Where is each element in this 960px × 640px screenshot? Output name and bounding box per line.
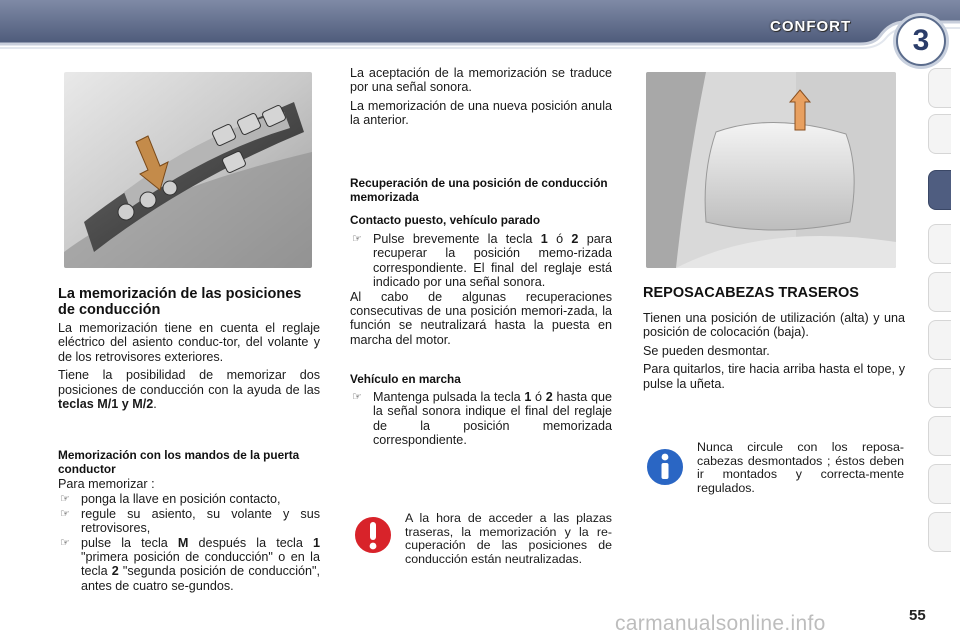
- text: "segunda posición de conducción", antes de cuatro se-gundos.: [81, 564, 320, 593]
- list-item: [350, 390, 612, 448]
- rear-headrest-photo: [646, 72, 896, 268]
- warning-exclamation-icon: [352, 514, 394, 556]
- text: "primera posición de conducción" o en la tecla: [81, 550, 320, 579]
- list-item: [58, 492, 320, 506]
- emphasis-text: 1: [524, 390, 532, 404]
- paragraph: Para memorizar :: [58, 477, 155, 491]
- text: Mantenga pulsada la tecla: [373, 390, 525, 404]
- paragraph: Al cabo de algunas recuperaciones consecutivas de una posición memori-zada, la función se neutralizará hasta la puesta en marcha del motor.: [350, 289, 612, 347]
- section-heading-headrests: REPOSACABEZAS TRASEROS: [643, 285, 859, 301]
- chapter-tab[interactable]: [928, 114, 951, 154]
- chapter-tabs: [928, 68, 960, 578]
- chapter-tab[interactable]: [928, 512, 951, 552]
- left-intro: [58, 321, 320, 415]
- sub-heading-door-controls: Memorización con los mandos de la puerta conductor: [58, 448, 300, 476]
- text: ponga la llave en posición contacto,: [81, 492, 281, 507]
- emphasis-text: teclas M/1 y M/2: [58, 397, 154, 412]
- right-text: [643, 311, 905, 395]
- paragraph: Para quitarlos, tire hacia arriba hasta el tope, y pulse la uñeta.: [643, 362, 905, 391]
- chapter-tab-active[interactable]: [928, 170, 951, 210]
- chapter-tab[interactable]: [928, 368, 951, 408]
- info-icon: [644, 446, 686, 488]
- hand-pointer-icon: ☞: [60, 493, 70, 506]
- text: ó: [531, 390, 546, 404]
- hand-pointer-icon: ☞: [352, 391, 362, 403]
- middle-intro: [350, 66, 612, 132]
- info-note: Nunca circule con los reposa-cabezas desmontados ; éstos deben ir montados y correcta-mente regulados.: [697, 440, 904, 495]
- paragraph: Tienen una posición de utilización (alta) y una posición de colocación (baja).: [643, 311, 905, 340]
- hand-pointer-icon: ☞: [60, 507, 70, 520]
- text: hasta que la señal sonora indique el final del reglaje de la posición memorizada correspondiente.: [373, 390, 612, 448]
- chapter-tab[interactable]: [928, 464, 951, 504]
- hand-pointer-icon: ☞: [352, 233, 362, 245]
- watermark: carmanualsonline.info: [615, 612, 826, 635]
- chapter-tab[interactable]: [928, 68, 951, 108]
- left-procedure: [58, 477, 320, 593]
- chapter-number-badge: 3: [896, 16, 946, 66]
- middle-procedure-1: [350, 232, 612, 351]
- list-item: [350, 232, 612, 290]
- paragraph: La aceptación de la memorización se traduce por una señal sonora.: [350, 66, 612, 95]
- emphasis-text: 2: [545, 390, 553, 404]
- middle-procedure-2: [350, 390, 612, 448]
- emphasis-text: 1: [540, 232, 548, 246]
- section-heading-recovery: Recuperación de una posición de conducción memorizada: [350, 176, 608, 204]
- emphasis-text: 2: [111, 564, 119, 579]
- emphasis-text: M: [177, 535, 189, 550]
- paragraph: La memorización de una nueva posición anula la anterior.: [350, 98, 612, 128]
- text: pulse la tecla: [81, 535, 178, 550]
- paragraph: La memorización tiene en cuenta el reglaje eléctrico del asiento conduc-tor, del volante y de los retrovisores exteriores.: [58, 321, 320, 364]
- sub-heading-vehicle-moving: Vehículo en marcha: [350, 372, 461, 386]
- emphasis-text: 1: [312, 535, 320, 550]
- chapter-tab[interactable]: [928, 272, 951, 312]
- page-number: 55: [909, 607, 926, 624]
- door-switch-panel-photo: [64, 72, 312, 268]
- list-item: [58, 507, 320, 536]
- text: .: [153, 397, 157, 412]
- text: para recuperar la posición memo-rizada correspondiente. El final del reglaje está indicado por una señal sonora.: [373, 232, 612, 290]
- sub-heading-ignition-on: Contacto puesto, vehículo parado: [350, 213, 541, 227]
- section-heading-memorization: La memorización de las posiciones de conducción: [58, 286, 302, 318]
- paragraph: Se pueden desmontar.: [643, 343, 770, 358]
- paragraph: [58, 368, 320, 411]
- warning-note: A la hora de acceder a las plazas traseras, la memorización y la re-cuperación de las posiciones de conducción están neutralizadas.: [405, 511, 612, 566]
- text: después la tecla: [188, 535, 313, 550]
- text: Tiene la posibilidad de memorizar dos posiciones de conducción con la ayuda de las: [58, 368, 320, 397]
- text: regule su asiento, su volante y sus retrovisores,: [81, 506, 320, 536]
- chapter-title: CONFORT: [770, 18, 852, 35]
- text: Pulse brevemente la tecla: [373, 232, 541, 246]
- emphasis-text: 2: [571, 232, 579, 246]
- hand-pointer-icon: ☞: [60, 536, 70, 549]
- text: ó: [547, 232, 572, 246]
- chapter-tab[interactable]: [928, 320, 951, 360]
- chapter-tab[interactable]: [928, 224, 951, 264]
- chapter-tab[interactable]: [928, 416, 951, 456]
- list-item: [58, 536, 320, 594]
